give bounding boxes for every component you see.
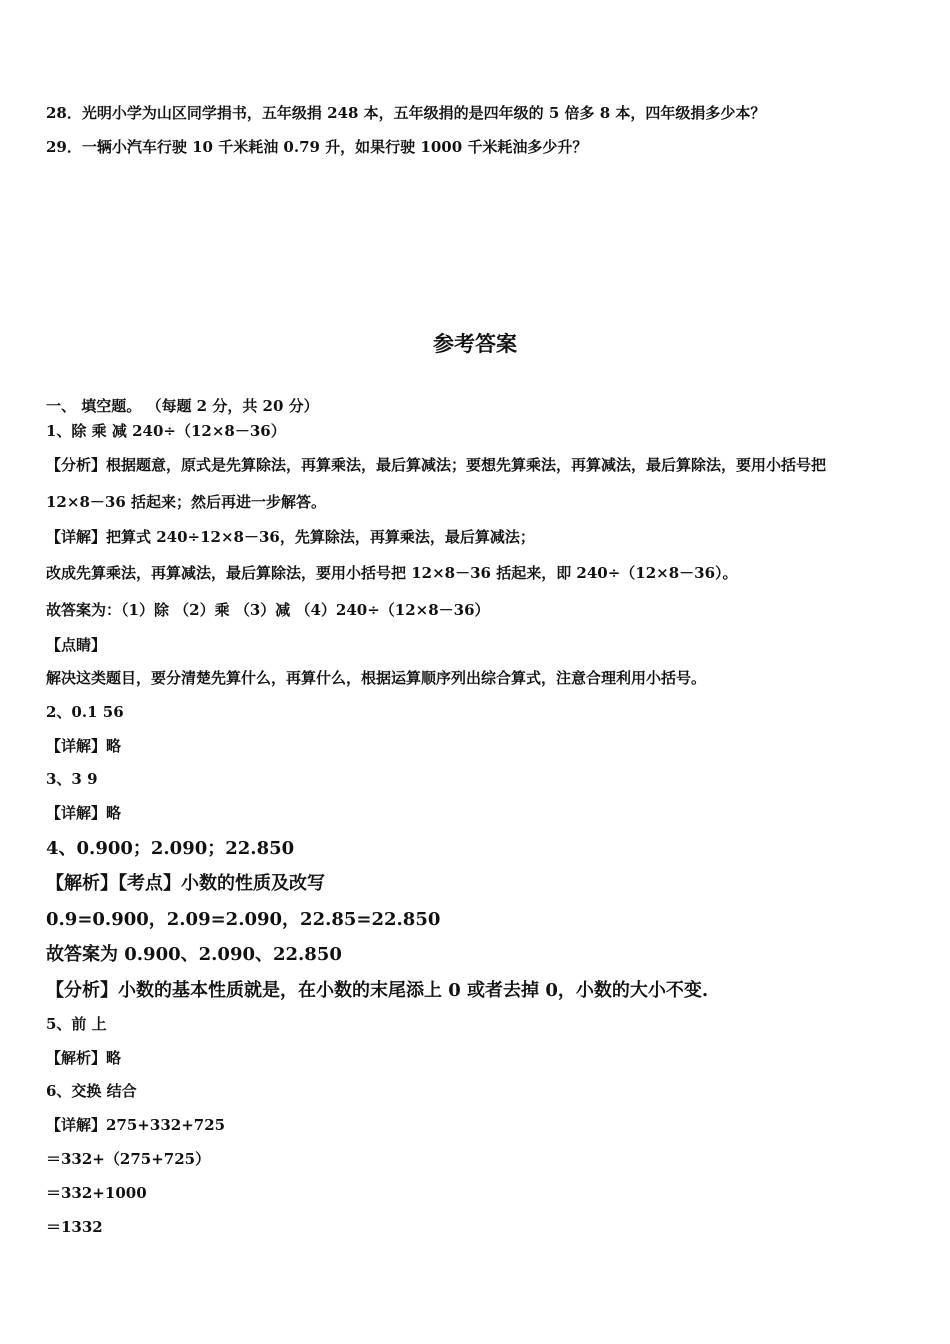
answer-2: 2、0.1 56: [46, 703, 124, 721]
answer-6-step3: ＝1332: [46, 1218, 103, 1236]
answer-4: 4、0.900；2.090；22.850: [46, 838, 295, 859]
answer-1-analysis-line1: 【分析】根据题意，原式是先算除法，再算乘法，最后算减法；要想先算乘法，再算减法，最后算除法，要用小括号把: [46, 456, 827, 474]
answers-title: 参考答案: [433, 331, 517, 356]
answer-6: 6、交换 结合: [46, 1082, 137, 1100]
answer-3-detail: 【详解】略: [46, 804, 122, 822]
answer-1-detail-line1: 【详解】把算式 240÷12×8－36，先算除法，再算乘法，最后算减法；: [46, 528, 535, 546]
answer-4-calc: 0.9=0.900，2.09=2.090，22.85=22.850: [46, 909, 441, 930]
answer-5: 5、前 上: [46, 1015, 107, 1033]
answer-1-point-label: 【点睛】: [46, 636, 107, 654]
answer-1-final: 故答案为：（1）除 （2）乘 （3）减 （4）240÷（12×8－36）: [46, 601, 490, 619]
answer-4-analysis: 【分析】小数的基本性质就是，在小数的末尾添上 0 或者去掉 0，小数的大小不变.: [46, 980, 709, 1001]
question-29: 29．一辆小汽车行驶 10 千米耗油 0.79 升，如果行驶 1000 千米耗油多少升？: [46, 138, 588, 156]
answer-4-point: 【解析】【考点】小数的性质及改写: [46, 873, 325, 894]
answer-1-analysis-line2: 12×8－36 括起来；然后再进一步解答。: [46, 493, 326, 511]
answer-6-step2: ＝332+1000: [46, 1184, 147, 1202]
answer-2-detail: 【详解】略: [46, 737, 122, 755]
question-28: 28．光明小学为山区同学捐书，五年级捐 248 本，五年级捐的是四年级的 5 倍多 8 本，四年级捐多少本？: [46, 104, 766, 122]
answer-6-step1: ＝332+（275+725）: [46, 1150, 211, 1168]
answer-3: 3、3 9: [46, 770, 98, 788]
section-heading: 一、 填空题。 （每题 2 分，共 20 分）: [46, 397, 319, 415]
answer-4-final: 故答案为 0.900、2.090、22.850: [46, 944, 342, 965]
answer-6-detail: 【详解】275+332+725: [46, 1116, 226, 1134]
answer-1-detail-line2: 改成先算乘法，再算减法，最后算除法，要用小括号把 12×8－36 括起来，即 240÷（12×8－36）。: [46, 564, 738, 582]
answer-5-detail: 【解析】略: [46, 1049, 122, 1067]
answer-1-point-text: 解决这类题目，要分清楚先算什么，再算什么，根据运算顺序列出综合算式，注意合理利用小括号。: [46, 669, 707, 687]
answer-1: 1、除 乘 减 240÷（12×8－36）: [46, 422, 286, 440]
